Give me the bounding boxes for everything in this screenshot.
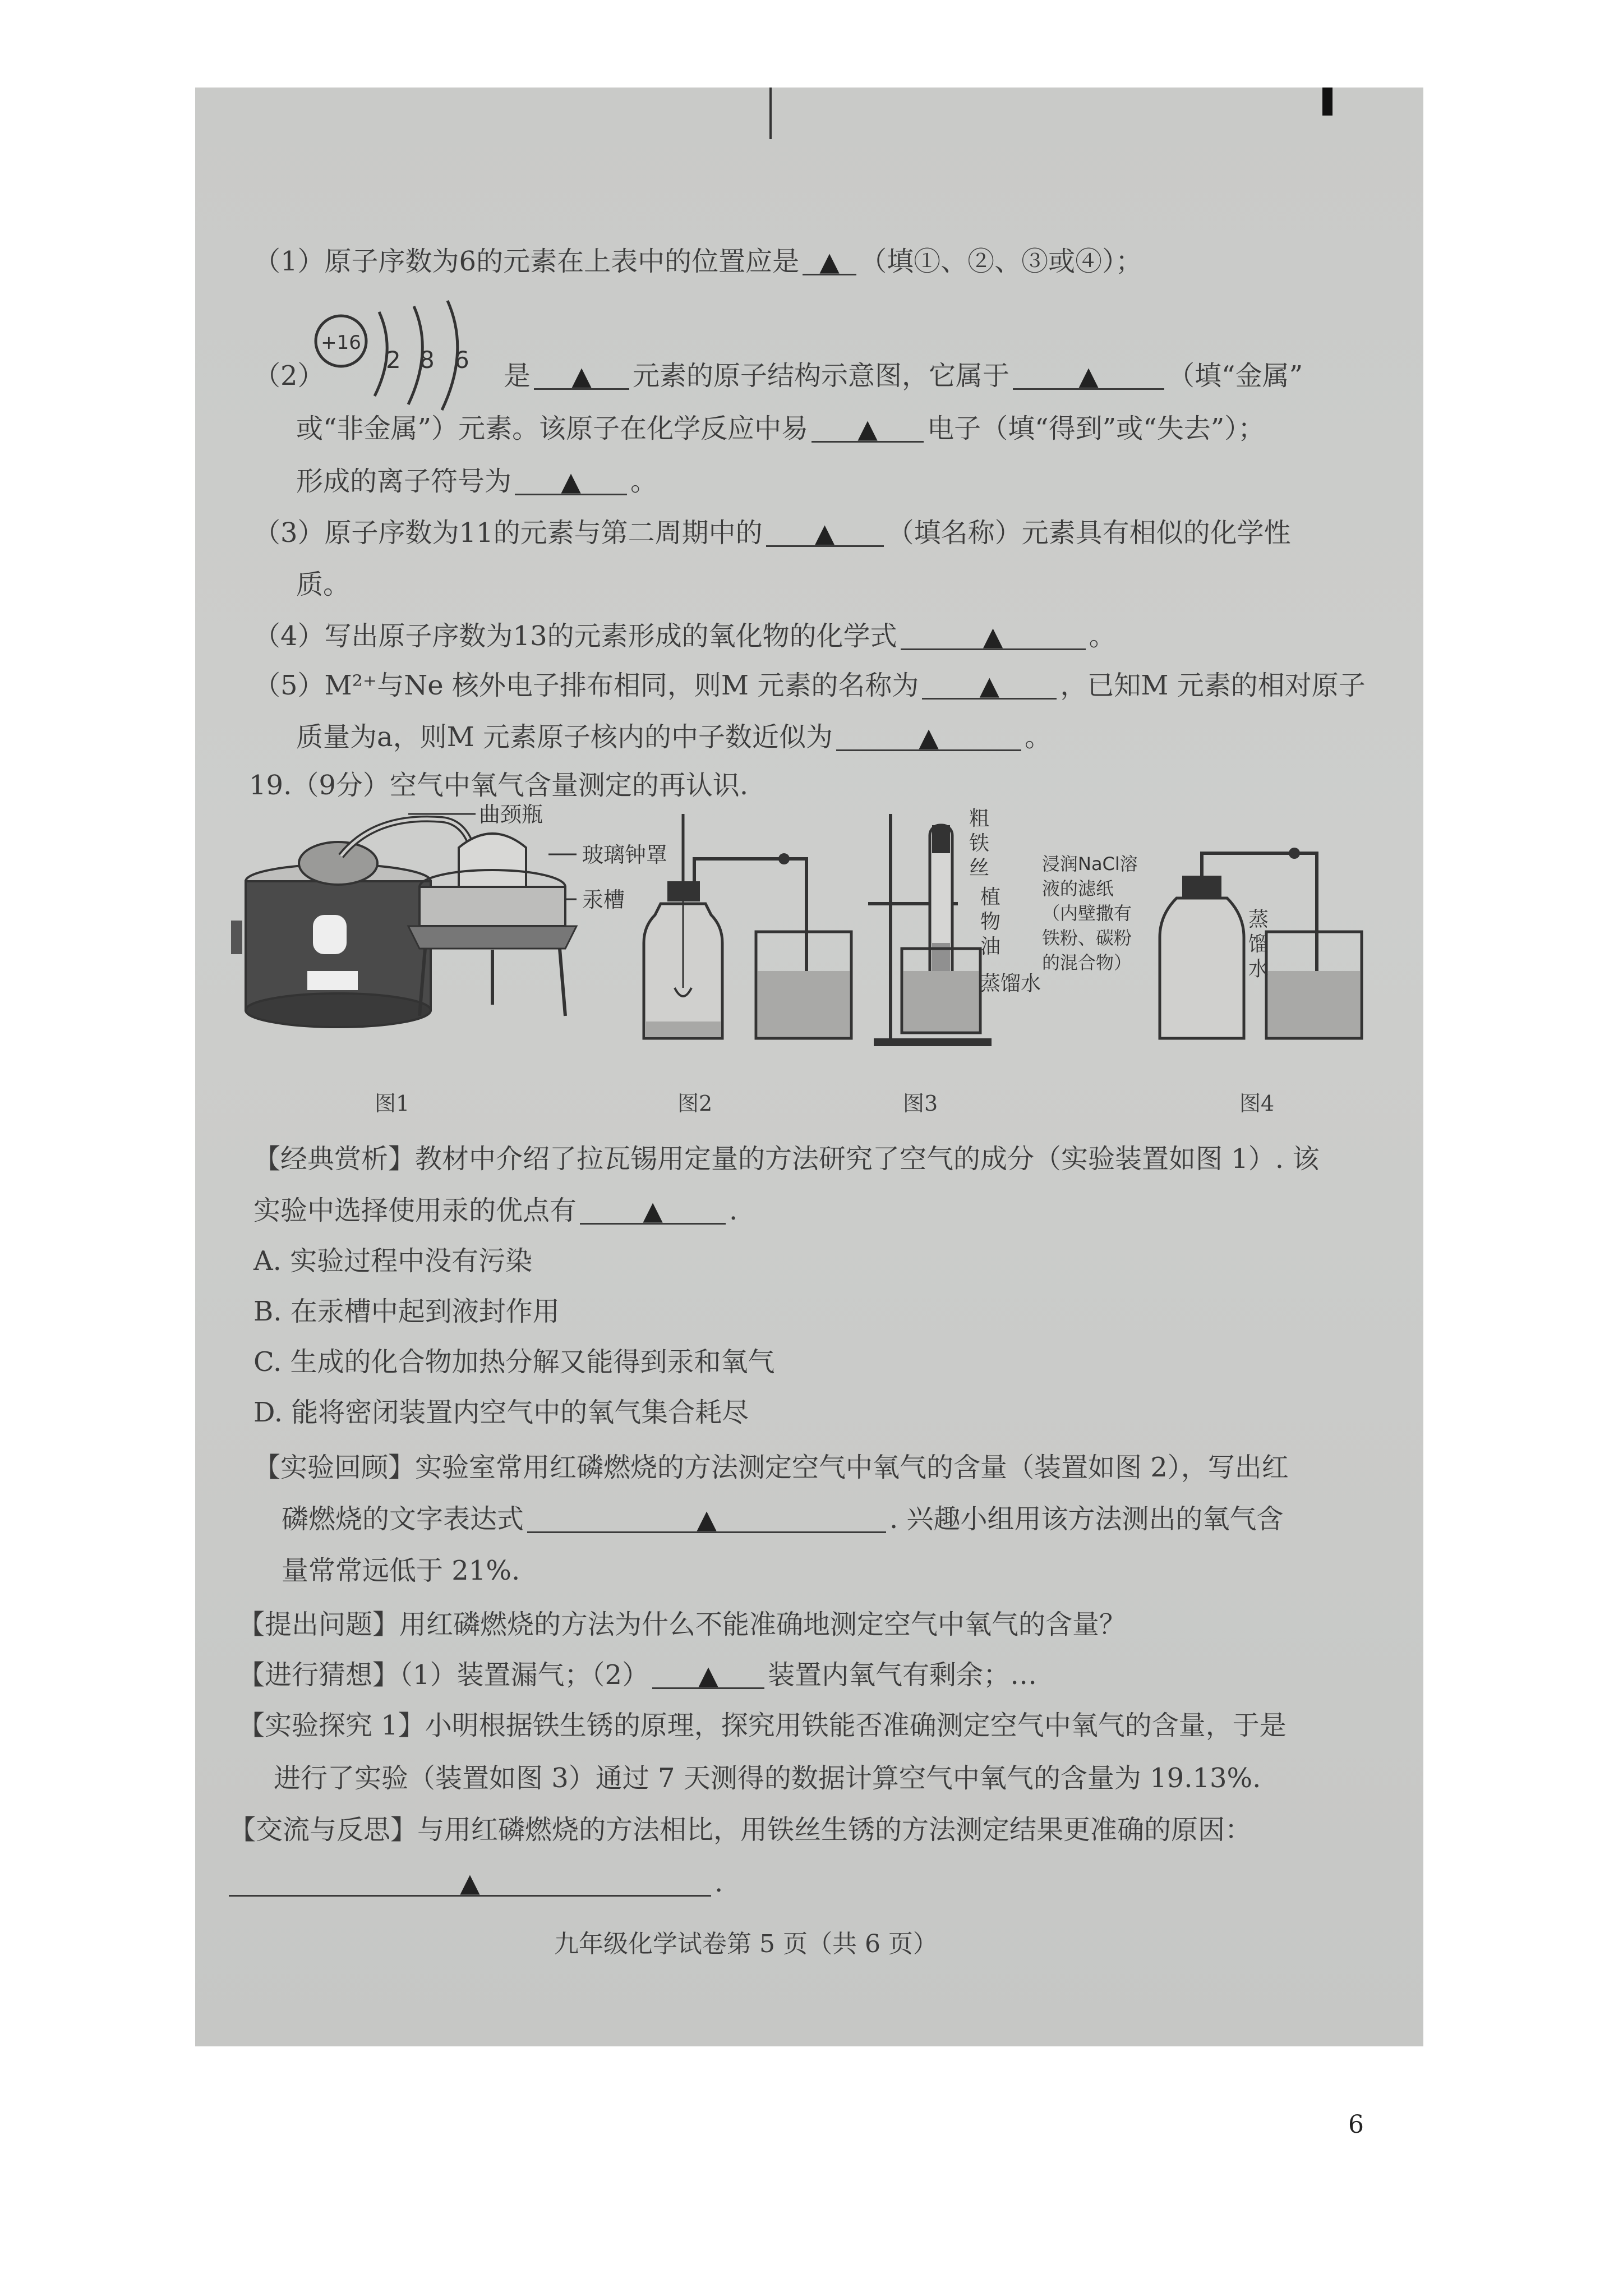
question-3-line-b: 质。 xyxy=(296,569,351,600)
atom-shell-1: 2 xyxy=(386,346,401,374)
figure-1-caption: 图1 xyxy=(375,1091,410,1116)
answer-blank[interactable] xyxy=(527,1502,886,1533)
text: （填名称）元素具有相似的化学性 xyxy=(887,517,1291,549)
fig1-label-bell-jar: 玻璃钟罩 xyxy=(582,843,668,867)
explore-line-b: 进行了实验（装置如图 3）通过 7 天测得的数据计算空气中氧气的含量为 19.13%. xyxy=(274,1763,1261,1794)
fig4-label-distilled: 蒸 xyxy=(1248,908,1269,931)
blank-marker: ▲ xyxy=(1078,361,1099,391)
review-line-b xyxy=(282,1502,1284,1536)
answer-blank[interactable] xyxy=(901,619,1086,650)
text: 【进行猜想】（1）装置漏气；（2） xyxy=(238,1659,649,1691)
answer-blank[interactable] xyxy=(803,245,856,275)
text: 。 xyxy=(1089,620,1116,652)
fig1-label-retort: 曲颈瓶 xyxy=(479,803,543,827)
text: 。 xyxy=(1025,721,1052,753)
experiment-figures xyxy=(229,803,1395,1117)
fig3-label-matter: 物 xyxy=(980,910,1001,933)
text: . xyxy=(729,1195,738,1226)
answer-blank[interactable] xyxy=(811,412,924,443)
blank-marker: ▲ xyxy=(979,670,1000,701)
atom-nucleus-label: +16 xyxy=(321,332,361,354)
classic-line-a: 【经典赏析】教材中介绍了拉瓦锡用定量的方法研究了空气的成分（实验装置如图 1）. 该 xyxy=(253,1143,1320,1175)
figure-1-apparatus xyxy=(231,803,667,1027)
blank-marker: ▲ xyxy=(983,621,1003,651)
fig1-label-mercury-trough: 汞槽 xyxy=(582,887,625,912)
blank-marker: ▲ xyxy=(697,1504,717,1534)
answer-blank[interactable] xyxy=(1013,359,1164,390)
fig3-label-iron: 铁 xyxy=(969,832,990,855)
answer-blank[interactable] xyxy=(836,720,1021,751)
question-19-title: 19.（9分）空气中氧气含量测定的再认识. xyxy=(249,770,749,801)
guess-line xyxy=(238,1658,1037,1692)
classic-line-b xyxy=(253,1194,737,1227)
figure-2-caption: 图2 xyxy=(677,1091,713,1116)
page-footer: 九年级化学试卷第 5 页（共 6 页） xyxy=(554,1930,938,1958)
question-1-line xyxy=(253,245,1142,278)
reflect-answer-line xyxy=(229,1866,723,1899)
fig4-label-water: 水 xyxy=(1248,958,1269,981)
text: 电子（填“得到”或“失去”）； xyxy=(927,413,1265,444)
text: . xyxy=(714,1867,723,1898)
atom-shell-3: 6 xyxy=(454,346,469,374)
option-a[interactable]: A. 实验过程中没有污染 xyxy=(253,1245,533,1277)
blank-marker: ▲ xyxy=(819,246,840,277)
fig3-label-oil: 油 xyxy=(980,935,1001,958)
explore-line-a: 【实验探究 1】小明根据铁生锈的原理，探究用铁能否准确测定空气中氧气的含量，于是 xyxy=(238,1710,1287,1741)
blank-marker: ▲ xyxy=(460,1867,480,1898)
answer-blank[interactable] xyxy=(652,1658,764,1689)
scan-mark-block xyxy=(1322,88,1332,116)
text: 装置内氧气有剩余；… xyxy=(768,1659,1038,1691)
figure-3-apparatus xyxy=(868,807,1041,1046)
text: （填“金属” xyxy=(1168,360,1303,392)
figure-4-caption: 图4 xyxy=(1239,1091,1275,1116)
text: 质量为a，则M 元素原子核内的中子数近似为 xyxy=(296,721,833,753)
fig3-label-coarse: 粗 xyxy=(969,807,990,830)
answer-blank[interactable] xyxy=(515,464,627,495)
question-2-line-b xyxy=(296,412,1265,445)
question-4-line xyxy=(253,619,1116,653)
atom-shell-2: 8 xyxy=(419,346,435,374)
fig3-label-distilled-water: 蒸馏水 xyxy=(980,972,1041,995)
fig4-label-line2: 液的滤纸 xyxy=(1042,878,1114,899)
figure-3-caption: 图3 xyxy=(903,1091,938,1116)
text: ，已知M 元素的相对原子 xyxy=(1060,670,1366,701)
fig4-label-distilled-2: 馏 xyxy=(1248,933,1269,956)
answer-blank[interactable] xyxy=(534,359,629,390)
text: （4）写出原子序数为13的元素形成的氧化物的化学式 xyxy=(253,620,897,652)
text: 元素的原子结构示意图，它属于 xyxy=(633,360,1010,392)
text: 。 xyxy=(630,466,658,497)
blank-marker: ▲ xyxy=(561,466,581,496)
blank-marker: ▲ xyxy=(814,518,835,548)
text: 实验中选择使用汞的优点有 xyxy=(253,1195,577,1226)
option-c[interactable]: C. 生成的化合物加热分解又能得到汞和氧气 xyxy=(253,1346,775,1378)
text: 形成的离子符号为 xyxy=(296,466,512,497)
text: 是 xyxy=(504,360,531,392)
text: （1）原子序数为6的元素在上表中的位置应是 xyxy=(253,246,800,277)
blank-marker: ▲ xyxy=(857,413,878,444)
question-3-line-a xyxy=(253,516,1291,550)
fig4-label-line1: 浸润NaCl溶 xyxy=(1042,853,1138,875)
text: （5）M²⁺与Ne 核外电子排布相同，则M 元素的名称为 xyxy=(253,670,919,701)
text: . 兴趣小组用该方法测出的氧气含 xyxy=(889,1503,1284,1535)
text: 或“非金属”）元素。该原子在化学反应中易 xyxy=(296,413,809,444)
text: （3）原子序数为11的元素与第二周期中的 xyxy=(253,517,763,549)
blank-marker: ▲ xyxy=(698,1660,718,1690)
text: 磷燃烧的文字表达式 xyxy=(282,1503,524,1535)
fig4-label-line4: 铁粉、碳粉 xyxy=(1042,927,1132,949)
figure-4-apparatus xyxy=(1042,848,1362,1038)
question-5-line-b xyxy=(296,720,1052,754)
text: （填①、②、③或④）； xyxy=(860,246,1143,277)
review-line-a: 【实验回顾】实验室常用红磷燃烧的方法测定空气中氧气的含量（装置如图 2），写出红 xyxy=(253,1452,1289,1483)
option-b[interactable]: B. 在汞槽中起到液封作用 xyxy=(253,1296,560,1327)
question-2-label: （2） xyxy=(253,360,325,392)
question-2-line-a xyxy=(504,359,1303,393)
scan-mark-line xyxy=(769,88,772,139)
atom-structure-diagram xyxy=(307,289,509,418)
fig3-label-plant: 植 xyxy=(980,886,1001,909)
question-line: 【提出问题】用红磷燃烧的方法为什么不能准确地测定空气中氧气的含量？ xyxy=(238,1609,1127,1640)
figure-2-apparatus xyxy=(644,814,851,1038)
question-5-line-a xyxy=(253,669,1366,702)
reflect-line: 【交流与反思】与用红磷燃烧的方法相比，用铁丝生锈的方法测定结果更准确的原因： xyxy=(229,1814,1252,1846)
answer-blank[interactable] xyxy=(766,516,884,547)
fig4-label-line3: （内壁撒有 xyxy=(1042,903,1132,924)
blank-marker: ▲ xyxy=(571,361,592,391)
fig3-label-wire: 丝 xyxy=(969,857,990,880)
answer-blank[interactable] xyxy=(580,1194,726,1225)
option-d[interactable]: D. 能将密闭装置内空气中的氧气集合耗尽 xyxy=(253,1397,749,1428)
page-number: 6 xyxy=(1348,2110,1364,2139)
blank-marker: ▲ xyxy=(643,1195,663,1226)
blank-marker: ▲ xyxy=(919,722,939,752)
scanned-exam-page xyxy=(195,88,1423,2046)
review-line-c: 量常常远低于 21%. xyxy=(282,1555,520,1586)
answer-blank[interactable] xyxy=(922,669,1057,700)
answer-blank[interactable] xyxy=(229,1866,711,1897)
fig4-label-line5: 的混合物） xyxy=(1042,952,1132,973)
question-2-line-c xyxy=(296,464,657,498)
